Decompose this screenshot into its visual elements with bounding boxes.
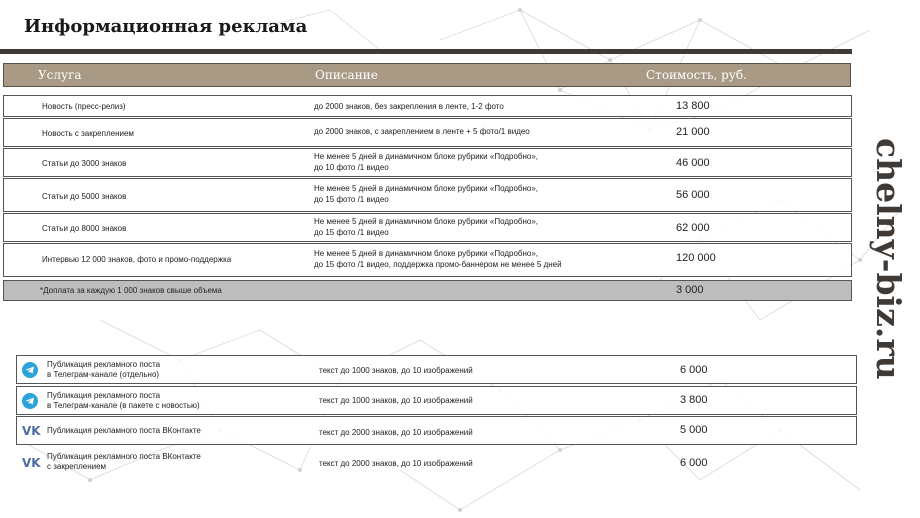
row-description: до 2000 знаков, без закрепления в ленте, 1-2 фото bbox=[314, 102, 504, 111]
telegram-icon bbox=[22, 362, 38, 378]
social-description: текст до 1000 знаков, до 10 изображений bbox=[319, 396, 473, 405]
social-row bbox=[16, 386, 857, 415]
table-row bbox=[3, 148, 852, 177]
row-service: Новость (пресс-релиз) bbox=[42, 102, 126, 111]
surcharge-row bbox=[3, 280, 852, 301]
vk-icon bbox=[22, 454, 41, 470]
row-price: 62 000 bbox=[676, 222, 710, 234]
row-price: 46 000 bbox=[676, 157, 710, 169]
social-service: Публикация рекламного поста в Телеграм-канале (в пакете с новостью) bbox=[47, 391, 200, 410]
svg-text:VK: VK bbox=[22, 456, 41, 470]
social-row bbox=[16, 355, 857, 384]
table-header bbox=[3, 63, 851, 87]
telegram-icon bbox=[22, 393, 38, 409]
social-service: Публикация рекламного поста ВКонтакте с закреплением bbox=[47, 452, 201, 471]
social-service: Публикация рекламного поста в Телеграм-канале (отдельно) bbox=[47, 360, 161, 379]
social-price: 6 000 bbox=[680, 457, 708, 469]
social-price: 5 000 bbox=[680, 424, 708, 436]
vk-icon bbox=[22, 422, 41, 438]
table-row bbox=[3, 118, 852, 147]
row-service: Интервью 12 000 знаков, фото и промо-поддержка bbox=[42, 255, 232, 264]
row-description: Не менее 5 дней в динамичном блоке рубрики «Подробно», до 15 фото /1 видео, поддержка промо-баннером не менее 5 дней bbox=[314, 249, 562, 269]
header-price: Стоимость, руб. bbox=[646, 68, 747, 82]
row-price: 21 000 bbox=[676, 126, 710, 138]
row-description: до 2000 знаков, с закреплением в ленте + 5 фото/1 видео bbox=[314, 127, 530, 136]
social-description: текст до 2000 знаков, до 10 изображений bbox=[319, 459, 473, 468]
row-description: Не менее 5 дней в динамичном блоке рубрики «Подробно», до 15 фото /1 видео bbox=[314, 184, 539, 204]
row-price: 13 800 bbox=[676, 100, 710, 112]
surcharge-price: 3 000 bbox=[676, 284, 704, 296]
table-row bbox=[3, 243, 852, 277]
header-description: Описание bbox=[315, 68, 378, 82]
row-service: Статьи до 5000 знаков bbox=[42, 192, 127, 201]
row-description: Не менее 5 дней в динамичном блоке рубрики «Подробно», до 15 фото /1 видео bbox=[314, 217, 539, 237]
title-rule bbox=[0, 49, 852, 54]
brand-logo: chelny-biz.ru bbox=[869, 138, 908, 380]
table-row bbox=[3, 178, 852, 212]
row-service: Статьи до 3000 знаков bbox=[42, 159, 127, 168]
social-price: 3 800 bbox=[680, 394, 708, 406]
row-description: Не менее 5 дней в динамичном блоке рубрики «Подробно», до 10 фото /1 видео bbox=[314, 152, 539, 172]
row-price: 56 000 bbox=[676, 189, 710, 201]
table-row bbox=[3, 95, 852, 117]
svg-text:VK: VK bbox=[22, 424, 41, 438]
social-price: 6 000 bbox=[680, 364, 708, 376]
row-service: Статьи до 8000 знаков bbox=[42, 224, 127, 233]
header-service: Услуга bbox=[38, 68, 82, 82]
surcharge-label: *Доплата за каждую 1 000 знаков свыше объема bbox=[40, 286, 222, 295]
table-row bbox=[3, 213, 852, 242]
social-description: текст до 2000 знаков, до 10 изображений bbox=[319, 428, 473, 437]
page-title: Информационная реклама bbox=[24, 16, 308, 37]
social-row bbox=[16, 448, 857, 478]
row-price: 120 000 bbox=[676, 252, 716, 264]
row-service: Новость с закреплением bbox=[42, 129, 134, 138]
social-description: текст до 1000 знаков, до 10 изображений bbox=[319, 366, 473, 375]
social-service: Публикация рекламного поста ВКонтакте bbox=[47, 426, 201, 435]
social-row bbox=[16, 416, 857, 445]
